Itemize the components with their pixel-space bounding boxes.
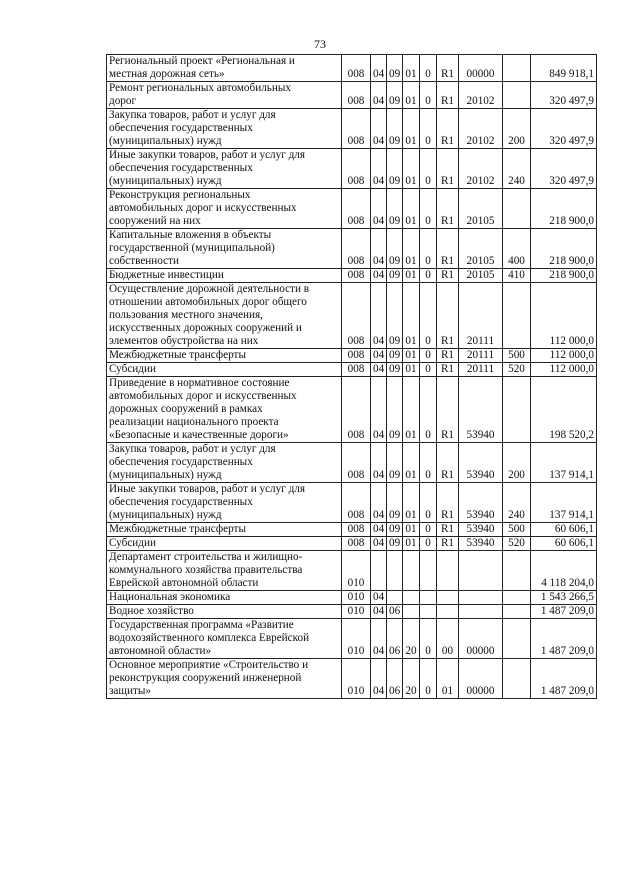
sum-cell: 1 487 209,0 [531,605,597,619]
direction-code-cell [459,551,503,591]
direction-code-cell: 20111 [459,283,503,349]
razdel-code-cell: 04 [371,283,387,349]
item-name-line: Осуществление дорожной деятельности в [109,283,310,295]
podrazdel-code-cell: 09 [387,269,403,283]
podrazdel-code-cell: 09 [387,189,403,229]
expense-type-code-cell [503,283,531,349]
item-name-line: (муниципальных) нужд [109,469,222,481]
project-code-cell: R1 [437,229,459,269]
sum-cell: 218 900,0 [531,229,597,269]
podrazdel-code-cell: 09 [387,55,403,82]
razdel-code-cell: 04 [371,349,387,363]
item-name-line: Субсидии [109,537,156,549]
direction-code-cell: 20105 [459,269,503,283]
vedomstvo-code-cell: 010 [342,605,371,619]
item-name-line: элементов обустройства на них [109,335,259,347]
program-code-cell: 01 [403,189,420,229]
expense-type-code-cell: 500 [503,523,531,537]
expense-type-code-cell [503,189,531,229]
item-name-line: Департамент строительства и жилищно- [109,551,303,563]
vedomstvo-code-cell: 008 [342,363,371,377]
item-name-cell [107,605,342,619]
sum-cell: 1 543 266,5 [531,591,597,605]
item-name-cell [107,189,342,229]
subprogram-code-cell: 0 [420,189,437,229]
item-name-line: автономной области» [109,645,212,657]
program-code-cell: 01 [403,443,420,483]
table-row [107,551,597,591]
podrazdel-code-cell: 09 [387,483,403,523]
vedomstvo-code-cell: 008 [342,229,371,269]
program-code-cell [403,551,420,591]
item-name-line: обеспечения государственных [109,496,253,508]
subprogram-code-cell: 0 [420,483,437,523]
program-code-cell: 01 [403,483,420,523]
item-name-line: Основное мероприятие «Строительство и [109,659,309,671]
item-name-cell [107,443,342,483]
program-code-cell: 01 [403,55,420,82]
item-name-cell [107,619,342,659]
direction-code-cell: 00000 [459,55,503,82]
podrazdel-code-cell: 06 [387,619,403,659]
project-code-cell: 00 [437,619,459,659]
subprogram-code-cell: 0 [420,619,437,659]
podrazdel-code-cell [387,591,403,605]
item-name-line: Закупка товаров, работ и услуг для [109,443,276,455]
item-name-line: Региональный проект «Региональная и [109,55,295,67]
project-code-cell: R1 [437,363,459,377]
expense-type-code-cell: 500 [503,349,531,363]
table-row [107,189,597,229]
vedomstvo-code-cell: 008 [342,283,371,349]
expense-type-code-cell [503,591,531,605]
item-name-line: Межбюджетные трансферты [109,523,246,535]
expense-type-code-cell: 410 [503,269,531,283]
item-name-cell [107,551,342,591]
item-name-line: собственности [109,255,179,267]
table-row [107,443,597,483]
direction-code-cell: 20111 [459,363,503,377]
item-name-cell [107,55,342,82]
program-code-cell: 01 [403,229,420,269]
subprogram-code-cell: 0 [420,659,437,699]
sum-cell: 4 118 204,0 [531,551,597,591]
sum-cell: 1 487 209,0 [531,659,597,699]
table-row [107,659,597,699]
item-name-line: реализации национального проекта [109,416,279,428]
program-code-cell: 01 [403,269,420,283]
sum-cell: 112 000,0 [531,283,597,349]
vedomstvo-code-cell: 008 [342,55,371,82]
item-name-line: дорог [109,95,137,107]
table-row [107,349,597,363]
subprogram-code-cell: 0 [420,283,437,349]
sum-cell: 112 000,0 [531,349,597,363]
project-code-cell: R1 [437,55,459,82]
expense-type-code-cell: 240 [503,149,531,189]
item-name-cell [107,229,342,269]
sum-cell: 218 900,0 [531,189,597,229]
item-name-line: (муниципальных) нужд [109,175,222,187]
razdel-code-cell [371,551,387,591]
item-name-line: обеспечения государственных [109,122,253,134]
vedomstvo-code-cell: 008 [342,82,371,109]
direction-code-cell: 20102 [459,82,503,109]
podrazdel-code-cell: 09 [387,229,403,269]
razdel-code-cell: 04 [371,605,387,619]
table-row [107,149,597,189]
sum-cell: 198 520,2 [531,377,597,443]
item-name-line: Национальная экономика [109,591,231,603]
item-name-line: дорожных сооружений в рамках [109,403,263,415]
project-code-cell: R1 [437,283,459,349]
item-name-line: Реконструкция региональных [109,189,251,201]
expense-type-code-cell [503,619,531,659]
project-code-cell [437,605,459,619]
direction-code-cell: 20105 [459,189,503,229]
item-name-cell [107,483,342,523]
item-name-line: Приведение в нормативное состояние [109,377,290,389]
project-code-cell: R1 [437,269,459,283]
expense-type-code-cell [503,377,531,443]
podrazdel-code-cell: 09 [387,523,403,537]
item-name-line: Государственная программа «Развитие [109,619,294,631]
expense-type-code-cell: 200 [503,443,531,483]
item-name-line: отношении автомобильных дорог общего [109,296,307,308]
project-code-cell: 01 [437,659,459,699]
sum-cell: 1 487 209,0 [531,619,597,659]
expense-type-code-cell [503,55,531,82]
subprogram-code-cell: 0 [420,377,437,443]
item-name-line: сооружений на них [109,215,201,227]
podrazdel-code-cell: 09 [387,377,403,443]
vedomstvo-code-cell: 008 [342,269,371,283]
razdel-code-cell: 04 [371,229,387,269]
table-row [107,363,597,377]
table-row [107,109,597,149]
razdel-code-cell: 04 [371,483,387,523]
podrazdel-code-cell: 09 [387,149,403,189]
vedomstvo-code-cell: 008 [342,483,371,523]
budget-table-body [107,55,597,699]
vedomstvo-code-cell: 010 [342,551,371,591]
item-name-line: Бюджетные инвестиции [109,269,224,281]
razdel-code-cell: 04 [371,189,387,229]
budget-table [106,54,597,699]
podrazdel-code-cell [387,551,403,591]
direction-code-cell: 53940 [459,443,503,483]
expense-type-code-cell: 240 [503,483,531,523]
item-name-line: автомобильных дорог и искусственных [109,390,297,402]
item-name-line: обеспечения государственных [109,456,253,468]
razdel-code-cell: 04 [371,523,387,537]
subprogram-code-cell: 0 [420,55,437,82]
item-name-line: государственной (муниципальной) [109,242,275,254]
sum-cell: 320 497,9 [531,149,597,189]
vedomstvo-code-cell: 008 [342,523,371,537]
sum-cell: 320 497,9 [531,109,597,149]
vedomstvo-code-cell: 010 [342,659,371,699]
item-name-line: реконструкция сооружений инженерной [109,672,302,684]
item-name-cell [107,523,342,537]
table-row [107,283,597,349]
item-name-line: автомобильных дорог и искусственных [109,202,297,214]
vedomstvo-code-cell: 008 [342,109,371,149]
item-name-line: Капитальные вложения в объекты [109,229,272,241]
vedomstvo-code-cell: 008 [342,149,371,189]
podrazdel-code-cell: 09 [387,537,403,551]
direction-code-cell: 00000 [459,659,503,699]
project-code-cell: R1 [437,443,459,483]
podrazdel-code-cell: 06 [387,659,403,699]
razdel-code-cell: 04 [371,537,387,551]
item-name-line: коммунального хозяйства правительства [109,564,303,576]
item-name-cell [107,537,342,551]
project-code-cell [437,591,459,605]
direction-code-cell [459,605,503,619]
table-row [107,523,597,537]
subprogram-code-cell [420,551,437,591]
expense-type-code-cell: 400 [503,229,531,269]
vedomstvo-code-cell: 008 [342,537,371,551]
table-row [107,537,597,551]
item-name-line: Водное хозяйство [109,605,194,617]
table-row [107,82,597,109]
podrazdel-code-cell: 06 [387,605,403,619]
item-name-line: Иные закупки товаров, работ и услуг для [109,483,306,495]
item-name-line: Еврейской автономной области [109,577,259,589]
program-code-cell: 01 [403,523,420,537]
sum-cell: 112 000,0 [531,363,597,377]
project-code-cell: R1 [437,189,459,229]
item-name-cell [107,659,342,699]
item-name-cell [107,269,342,283]
program-code-cell: 01 [403,349,420,363]
item-name-cell [107,149,342,189]
project-code-cell: R1 [437,377,459,443]
page-number: 73 [314,37,326,51]
sum-cell: 849 918,1 [531,55,597,82]
project-code-cell [437,551,459,591]
subprogram-code-cell: 0 [420,443,437,483]
expense-type-code-cell [503,659,531,699]
item-name-cell [107,283,342,349]
table-row [107,605,597,619]
program-code-cell: 01 [403,283,420,349]
item-name-line: (муниципальных) нужд [109,135,222,147]
direction-code-cell: 53940 [459,537,503,551]
item-name-cell [107,82,342,109]
item-name-line: «Безопасные и качественные дороги» [109,429,289,441]
project-code-cell: R1 [437,349,459,363]
item-name-line: обеспечения государственных [109,162,253,174]
expense-type-code-cell: 520 [503,537,531,551]
direction-code-cell: 53940 [459,483,503,523]
razdel-code-cell: 04 [371,109,387,149]
item-name-line: водохозяйственного комплекса Еврейской [109,632,310,644]
direction-code-cell: 20111 [459,349,503,363]
razdel-code-cell: 04 [371,269,387,283]
subprogram-code-cell: 0 [420,109,437,149]
expense-type-code-cell [503,82,531,109]
subprogram-code-cell: 0 [420,229,437,269]
project-code-cell: R1 [437,149,459,189]
razdel-code-cell: 04 [371,619,387,659]
item-name-line: Субсидии [109,363,156,375]
sum-cell: 137 914,1 [531,443,597,483]
direction-code-cell [459,591,503,605]
program-code-cell: 01 [403,109,420,149]
vedomstvo-code-cell: 008 [342,377,371,443]
item-name-line: защиты» [109,685,151,697]
podrazdel-code-cell: 09 [387,443,403,483]
table-row [107,591,597,605]
project-code-cell: R1 [437,537,459,551]
item-name-cell [107,363,342,377]
item-name-cell [107,349,342,363]
item-name-line: искусственных дорожных сооружений и [109,322,302,334]
subprogram-code-cell [420,591,437,605]
table-row [107,619,597,659]
direction-code-cell: 53940 [459,377,503,443]
subprogram-code-cell: 0 [420,537,437,551]
program-code-cell [403,605,420,619]
item-name-line: Иные закупки товаров, работ и услуг для [109,149,306,161]
table-row [107,269,597,283]
expense-type-code-cell: 520 [503,363,531,377]
razdel-code-cell: 04 [371,55,387,82]
table-row [107,377,597,443]
project-code-cell: R1 [437,483,459,523]
item-name-line: местная дорожная сеть» [109,68,225,80]
direction-code-cell: 53940 [459,523,503,537]
razdel-code-cell: 04 [371,149,387,189]
razdel-code-cell: 04 [371,377,387,443]
program-code-cell: 20 [403,659,420,699]
vedomstvo-code-cell: 010 [342,619,371,659]
project-code-cell: R1 [437,82,459,109]
program-code-cell [403,591,420,605]
expense-type-code-cell [503,551,531,591]
item-name-line: Закупка товаров, работ и услуг для [109,109,276,121]
subprogram-code-cell: 0 [420,523,437,537]
podrazdel-code-cell: 09 [387,109,403,149]
razdel-code-cell: 04 [371,659,387,699]
razdel-code-cell: 04 [371,591,387,605]
item-name-line: Ремонт региональных автомобильных [109,82,291,94]
table-row [107,483,597,523]
vedomstvo-code-cell: 008 [342,443,371,483]
sum-cell: 60 606,1 [531,523,597,537]
program-code-cell: 01 [403,537,420,551]
table-row [107,229,597,269]
sum-cell: 218 900,0 [531,269,597,283]
subprogram-code-cell: 0 [420,149,437,189]
item-name-cell [107,377,342,443]
podrazdel-code-cell: 09 [387,283,403,349]
vedomstvo-code-cell: 008 [342,349,371,363]
project-code-cell: R1 [437,523,459,537]
subprogram-code-cell: 0 [420,82,437,109]
item-name-cell [107,591,342,605]
program-code-cell: 01 [403,363,420,377]
direction-code-cell: 00000 [459,619,503,659]
expense-type-code-cell: 200 [503,109,531,149]
item-name-line: (муниципальных) нужд [109,509,222,521]
podrazdel-code-cell: 09 [387,82,403,109]
razdel-code-cell: 04 [371,82,387,109]
vedomstvo-code-cell: 008 [342,189,371,229]
podrazdel-code-cell: 09 [387,349,403,363]
program-code-cell: 01 [403,149,420,189]
subprogram-code-cell: 0 [420,349,437,363]
direction-code-cell: 20105 [459,229,503,269]
subprogram-code-cell: 0 [420,269,437,283]
table-row [107,55,597,82]
program-code-cell: 20 [403,619,420,659]
razdel-code-cell: 04 [371,363,387,377]
item-name-line: пользования местного значения, [109,309,263,321]
podrazdel-code-cell: 09 [387,363,403,377]
razdel-code-cell: 04 [371,443,387,483]
subprogram-code-cell: 0 [420,363,437,377]
item-name-cell [107,109,342,149]
sum-cell: 320 497,9 [531,82,597,109]
subprogram-code-cell [420,605,437,619]
direction-code-cell: 20102 [459,109,503,149]
sum-cell: 137 914,1 [531,483,597,523]
project-code-cell: R1 [437,109,459,149]
direction-code-cell: 20102 [459,149,503,189]
item-name-line: Межбюджетные трансферты [109,349,246,361]
expense-type-code-cell [503,605,531,619]
program-code-cell: 01 [403,82,420,109]
vedomstvo-code-cell: 010 [342,591,371,605]
program-code-cell: 01 [403,377,420,443]
sum-cell: 60 606,1 [531,537,597,551]
